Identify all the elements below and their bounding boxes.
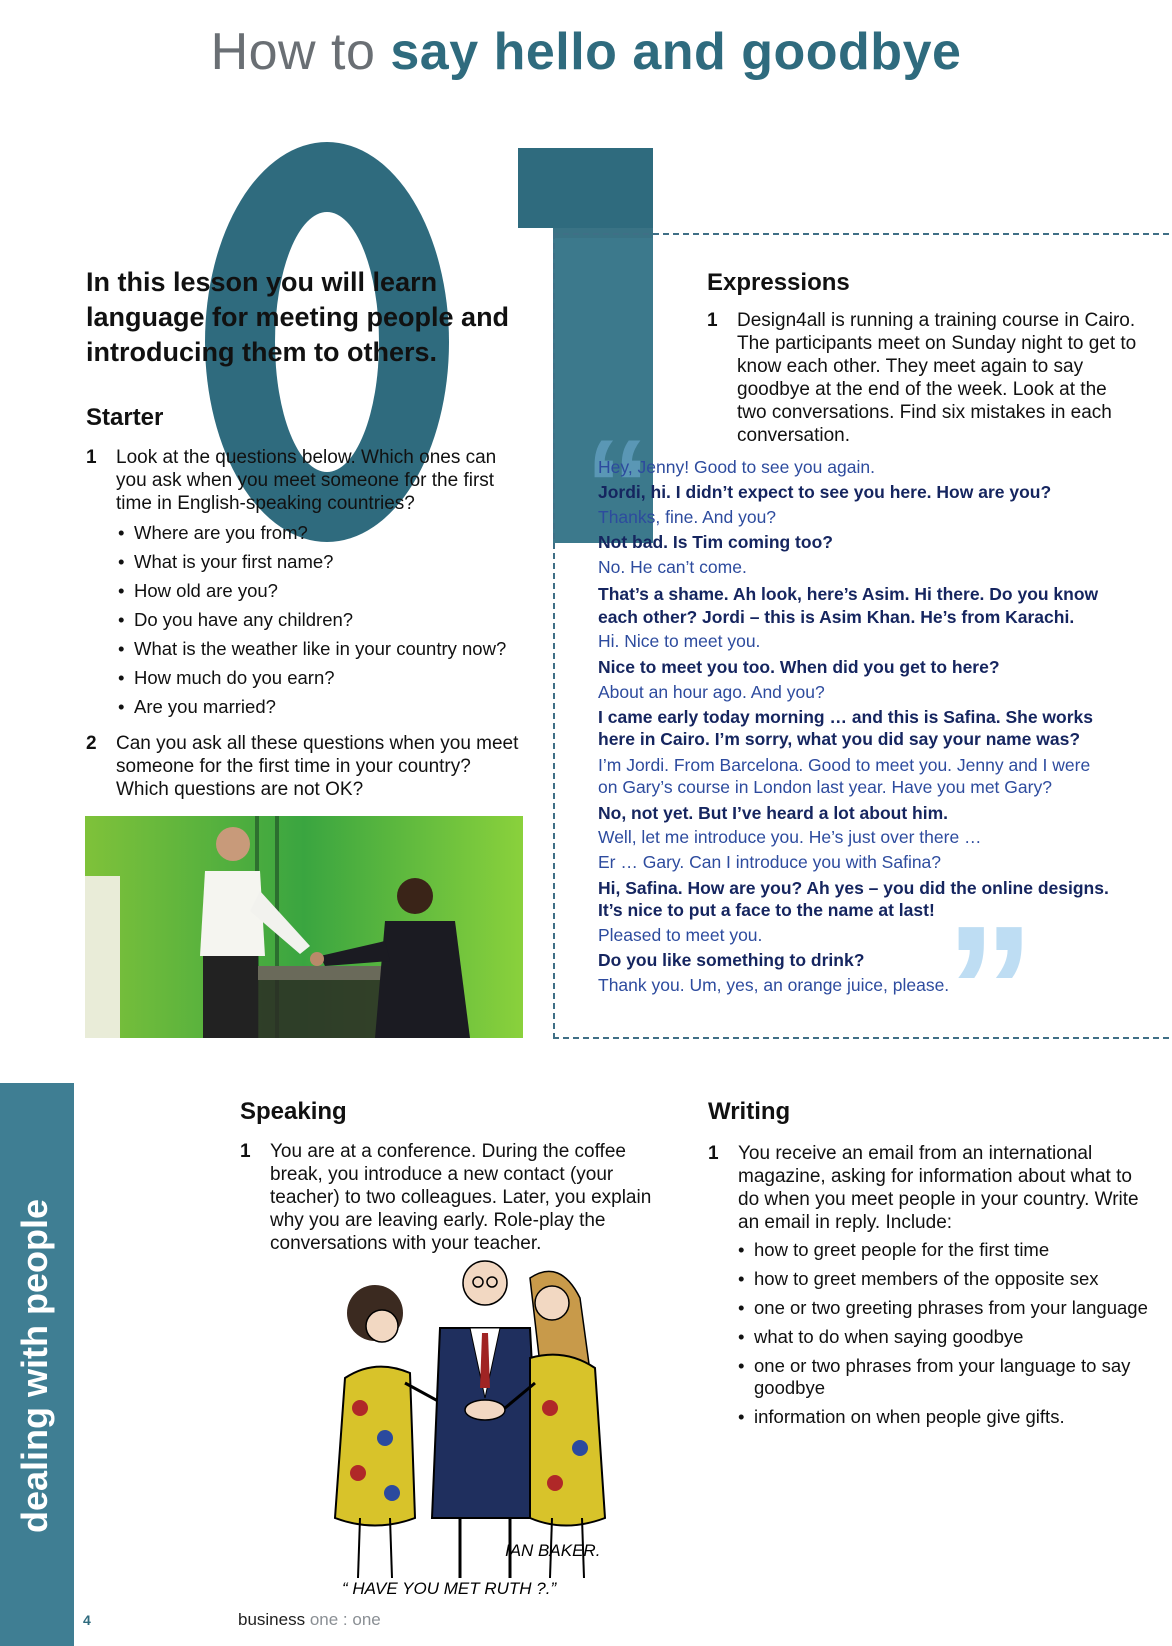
cartoon-artist: IAN BAKER. [505,1541,601,1560]
dialogue-line: Jordi, hi. I didn’t expect to see you here. How are you? [598,482,1052,502]
item-number: 1 [708,1143,719,1164]
item-text: Can you ask all these questions when you meet someone for the first time in your country? Which questions are not OK? [116,733,519,800]
dialogue-line: Well, let me introduce you. He’s just over there … [598,827,982,847]
item-number: 1 [86,447,97,468]
dialogue-line: That’s a shame. Ah look, here’s Asim. Hi there. Do you know [598,584,1099,604]
dialogue-line: Pleased to meet you. [598,925,763,945]
close-quote-icon: ” [945,889,1035,1090]
dialogue-line: I’m Jordi. From Barcelona. Good to meet you. Jenny and I were [598,755,1091,775]
cartoon-caption: “ HAVE YOU MET RUTH ?.” [342,1579,557,1598]
open-quote-icon: “ [585,412,650,558]
dialogue-line: It’s nice to put a face to the name at last! [598,900,935,920]
item-number: 1 [707,310,718,331]
writing-item-1 [708,1142,1148,1242]
item-text: You are at a conference. During the coffee break, you introduce a new contact (your teacher) to two colleagues. Later, you explain why you are leaving early. Role-play the conversations with your teacher. [270,1141,652,1254]
footer-series-part1: business [238,1610,306,1629]
dialogue-line: I came early today morning … and this is Safina. She works [598,707,1094,727]
item-text: Look at the questions below. Which ones can you ask when you meet someone for the first time in English-speaking countries? [116,447,497,514]
list-item: • what to do when saying goodbye [738,1326,1148,1348]
list-item: • Are you married? [118,692,538,721]
list-item: • How much do you earn? [118,663,538,692]
dialogue-line: on Gary’s course in London last year. Have you met Gary? [598,777,1052,797]
dialogue-line: Thank you. Um, yes, an orange juice, please. [598,975,950,995]
speaking-heading: Speaking [240,1098,347,1125]
list-item: • What is the weather like in your country now? [118,634,538,663]
cartoon-illustration [320,1258,650,1598]
page-title [0,22,1172,82]
office-handshake-photo [85,816,523,1038]
dialogue-line: Hi, Safina. How are you? Ah yes – you did the online designs. [598,878,1109,898]
list-item: • information on when people give gifts. [738,1406,1148,1428]
footer-series-part2: one : one [309,1610,381,1629]
dialogue-line: Hi. Nice to meet you. [598,631,761,651]
item-number: 1 [240,1141,251,1162]
item-number: 2 [86,733,97,754]
dialogue-line: Not bad. Is Tim coming too? [598,532,833,552]
list-item: • how to greet members of the opposite sex [738,1268,1148,1290]
writing-heading: Writing [708,1098,791,1125]
starter-heading: Starter [86,404,164,431]
footer-series-title [238,1610,381,1630]
list-item: • one or two phrases from your language to say goodbye [738,1355,1148,1399]
lesson-intro: In this lesson you will learn language for meeting people and introducing them to others. [86,267,510,367]
item-text: Design4all is running a training course in Cairo. The participants meet on Sunday night to get to know each other. They meet again to say goodbye at the end of the week. Look at the two conversations. Find six mistakes in each conversation. [737,310,1137,446]
expressions-item-1 [707,309,1147,449]
starter-item-2 [86,732,526,804]
starter-question-list [118,518,538,721]
dialogue-line: each other? Jordi – this is Asim Khan. He’s from Karachi. [598,607,1075,627]
dialogue-line: Thanks, fine. And you? [598,507,777,527]
list-item: • What is your first name? [118,547,538,576]
page-number: 4 [83,1612,91,1628]
dialogue-line: No. He can’t come. [598,557,747,577]
dialogue-line: Do you like something to drink? [598,950,865,970]
title-light: How to [210,23,376,81]
dialogue-line: Er … Gary. Can I introduce you with Safina? [598,852,942,872]
list-item: • how to greet people for the first time [738,1239,1148,1261]
list-item: • How old are you? [118,576,538,605]
speaking-item-1 [240,1140,680,1260]
expressions-heading: Expressions [707,269,850,296]
list-item: • Do you have any children? [118,605,538,634]
writing-point-list [738,1239,1148,1435]
dialogue-line: Nice to meet you too. When did you get to here? [598,657,1000,677]
list-item: • one or two greeting phrases from your language [738,1297,1148,1319]
item-text: You receive an email from an international magazine, asking for information about what to do when you meet people in your country. Write an email in reply. Include: [738,1143,1139,1233]
list-item: • Where are you from? [118,518,538,547]
dialogue-line: About an hour ago. And you? [598,682,825,702]
sidebar-label: dealing with people [14,1198,55,1534]
dialogue-line: here in Cairo. I’m sorry, what you did say your name was? [598,729,1081,749]
title-bold: say hello and goodbye [390,23,962,81]
dialogue-line: No, not yet. But I’ve heard a lot about him. [598,803,949,823]
dialogue-line: Hey, Jenny! Good to see you again. [598,457,875,477]
dialogue [598,456,1158,1016]
starter-item-1 [86,446,526,518]
